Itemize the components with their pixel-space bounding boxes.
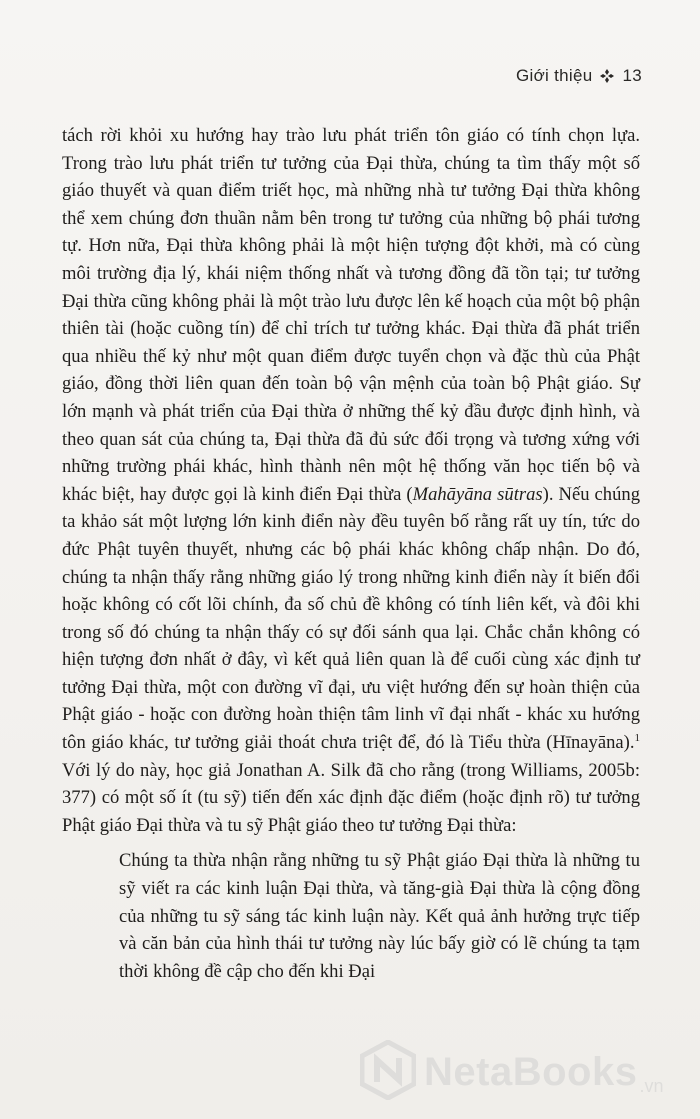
block-quote: Chúng ta thừa nhận rằng những tu sỹ Phật giáo Đại thừa là những tu sỹ viết ra các kinh luận Đại thừa, và tăng-già Đại thừa là cộng đồng của những tu sỹ sáng tác kinh luận này. Kết quả ảnh hưởng trực tiếp và căn bản của hình thái tư tưởng này lúc bấy giờ có lẽ chúng ta tạm thời không đề cập cho đến khi Đại [119, 850, 640, 982]
paragraph-part-3: Với lý do này, học giả Jonathan A. Silk đã cho rằng (trong Williams, 2005b: 377) có một số ít (tu sỹ) tiến đến xác định đặc điểm (hoặc định rõ) tư tưởng Phật giáo Đại thừa và tu sỹ Phật giáo theo tư tưởng Đại thừa: [62, 759, 640, 836]
watermark-brand: NetaBooks [424, 1050, 638, 1094]
paragraph-part-2: ). Nếu chúng ta khảo sát một lượng lớn kinh điển này đều tuyên bố rằng rất uy tín, tức do đức Phật tuyên thuyết, nhưng các bộ phái khác không chấp nhận. Do đó, chúng ta nhận thấy rằng những giáo lý trong những kinh điển này ít biến đổi hoặc không có cốt lõi chính, đa số chủ đề không có tính liên kết, và đôi khi trong số đó chúng ta nhận thấy có sự đối sánh qua lại. Chắc chắn không có hiện tượng đơn nhất ở đây, vì kết quả liên quan là để cuối cùng xác định tư tưởng Đại thừa, một con đường vĩ đại, ưu việt hướng đến sự hoàn thiện của Phật giáo - hoặc con đường hoàn thiện tâm linh vĩ đại nhất - khác xu hướng tôn giáo khác, tư tưởng giải thoát chưa triệt để, đó là Tiểu thừa (Hīnayāna). [62, 483, 640, 754]
watermark-suffix: .vn [639, 1076, 664, 1096]
watermark [360, 1040, 663, 1105]
body-text [62, 122, 640, 985]
italic-term: Mahāyāna sūtras [412, 483, 543, 505]
footnote-mark: 1 [634, 731, 640, 744]
running-header [516, 66, 642, 86]
main-paragraph [62, 122, 640, 839]
page-number: 13 [622, 66, 642, 85]
four-diamond-ornament-icon [600, 69, 614, 83]
netabooks-logo-icon [360, 1040, 416, 1105]
section-title: Giới thiệu [515, 66, 593, 85]
paragraph-part-1: tách rời khỏi xu hướng hay trào lưu phát triển tôn giáo có tính chọn lựa. Trong trào lưu phát triển tư tưởng của Đại thừa, chúng ta tìm thấy một số giáo thuyết và quan điểm triết học, mà những nhà tư tưởng Đại thừa không thể xem chúng đơn thuần nằm bên trong tư tưởng của những bộ phái tương tự. Hơn nữa, Đại thừa không phải là một hiện tượng đột khởi, mà có cùng môi trường địa lý, khái niệm thống nhất và tương đồng đã tồn tại; tư tưởng Đại thừa cũng không phải là một trào lưu được lên kế hoạch của một bộ phận thiên tài (hoặc cuồng tín) để chỉ trích tư tưởng khác. Đại thừa đã phát triển qua nhiều thế kỷ như một quan điểm được tuyển chọn và đặc thù của Phật giáo, đồng thời liên quan đến toàn bộ vận mệnh của toàn bộ Phật giáo. Sự lớn mạnh và phát triển của Đại thừa ở những thế kỷ đầu được định hình, và theo quan sát của chúng ta, Đại thừa đã đủ sức đối trọng và tương xứng với những trường phái khác, hình thành nên một hệ thống văn học tiến bộ và khác biệt, hay được gọi là kinh điển Đại thừa ( [62, 125, 640, 505]
